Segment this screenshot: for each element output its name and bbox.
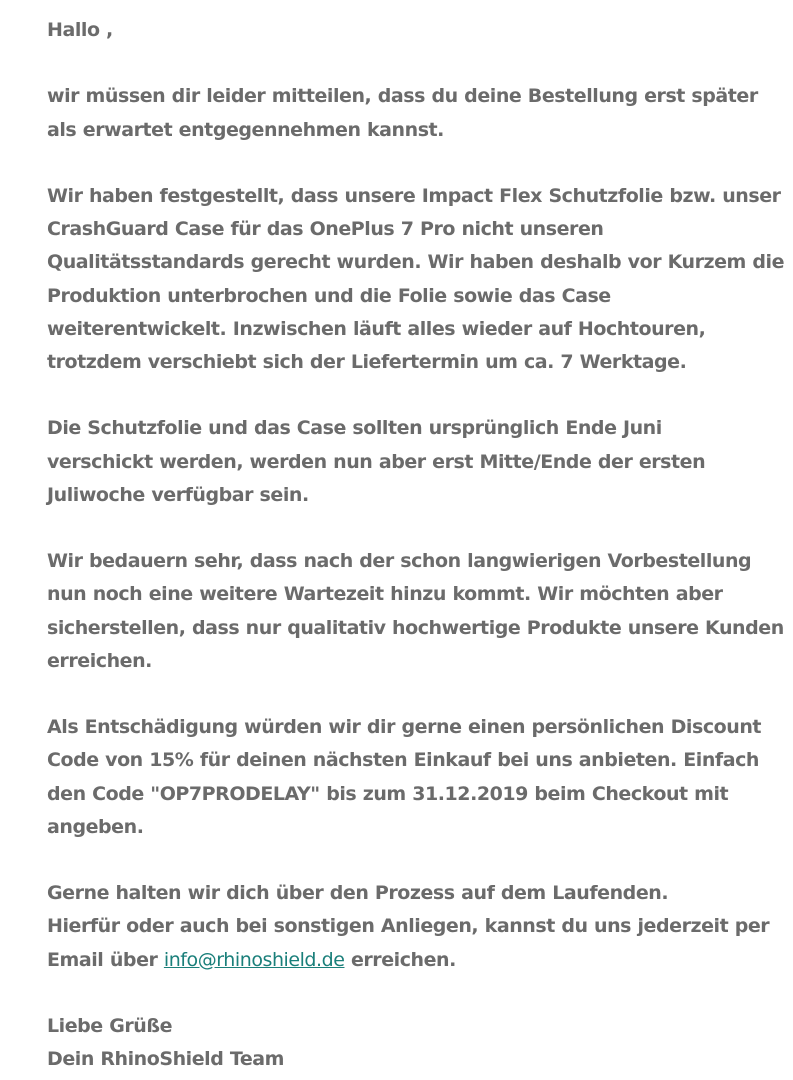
email-body — [47, 14, 785, 1076]
text-line: den Code "OP7PRODELAY" bis zum 31.12.2019 beim Checkout mit — [47, 782, 729, 805]
greeting-text: Hallo , — [47, 19, 113, 41]
paragraph-contact — [47, 877, 770, 977]
paragraph-gap — [47, 977, 767, 1010]
paragraph-discount — [47, 711, 767, 844]
text-line: als erwartet entgegennehmen kannst. — [47, 118, 444, 141]
paragraph-gap — [47, 47, 767, 80]
support-email-link[interactable]: info@rhinoshield.de — [163, 948, 345, 971]
signature-team: Dein RhinoShield Team — [47, 1048, 284, 1071]
text-line: Juliwoche verfügbar sein. — [47, 483, 309, 506]
paragraph-gap — [47, 512, 767, 545]
text-fragment: erreichen. — [344, 948, 456, 971]
text-line: Die Schutzfolie und das Case sollten ursprünglich Ende Juni — [47, 417, 662, 440]
paragraph-delay-notice — [47, 80, 767, 146]
paragraph-gap — [47, 147, 767, 180]
text-line: Qualitätsstandards gerecht wurden. Wir haben deshalb vor Kurzem die — [47, 251, 785, 274]
text-line: Als Entschädigung würden wir dir gerne einen persönlichen Discount — [47, 716, 762, 739]
text-line: angeben. — [47, 815, 144, 838]
paragraph-quality-issue — [47, 180, 785, 379]
contact-line — [47, 944, 767, 977]
text-line: erreichen. — [47, 649, 152, 672]
text-line: Hierfür oder auch bei sonstigen Anliegen, kannst du uns jederzeit per — [47, 915, 770, 938]
text-line: verschickt werden, werden nun aber erst Mitte/Ende der ersten — [47, 450, 706, 473]
text-line: wir müssen dir leider mitteilen, dass du deine Bestellung erst später — [47, 85, 758, 108]
text-line: Wir bedauern sehr, dass nach der schon langwierigen Vorbestellung — [47, 550, 752, 573]
text-line: sicherstellen, dass nur qualitativ hochwertige Produkte unsere Kunden — [47, 616, 784, 639]
text-line: Gerne halten wir dich über den Prozess auf dem Laufenden. — [47, 882, 669, 905]
paragraph-new-date — [47, 412, 767, 512]
text-fragment: Email über — [47, 948, 164, 971]
closing-greeting: Liebe Grüße — [47, 1014, 173, 1037]
text-line: Code von 15% für deinen nächsten Einkauf bei uns anbieten. Einfach — [47, 749, 759, 772]
text-line: weiterentwickelt. Inzwischen läuft alles wieder auf Hochtouren, — [47, 317, 706, 340]
signature — [47, 1010, 767, 1076]
text-line: nun noch eine weitere Wartezeit hinzu kommt. Wir möchten aber — [47, 583, 723, 606]
paragraph-gap — [47, 678, 767, 711]
text-line: trotzdem verschiebt sich der Liefertermin um ca. 7 Werktage. — [47, 351, 687, 373]
text-line: CrashGuard Case für das OnePlus 7 Pro nicht unseren — [47, 218, 604, 241]
paragraph-apology — [47, 545, 784, 678]
text-line: Wir haben festgestellt, dass unsere Impact Flex Schutzfolie bzw. unser — [47, 184, 781, 207]
text-line: Produktion unterbrochen und die Folie sowie das Case — [47, 284, 611, 307]
paragraph-gap — [47, 844, 767, 877]
paragraph-gap — [47, 379, 767, 412]
greeting — [47, 14, 767, 47]
